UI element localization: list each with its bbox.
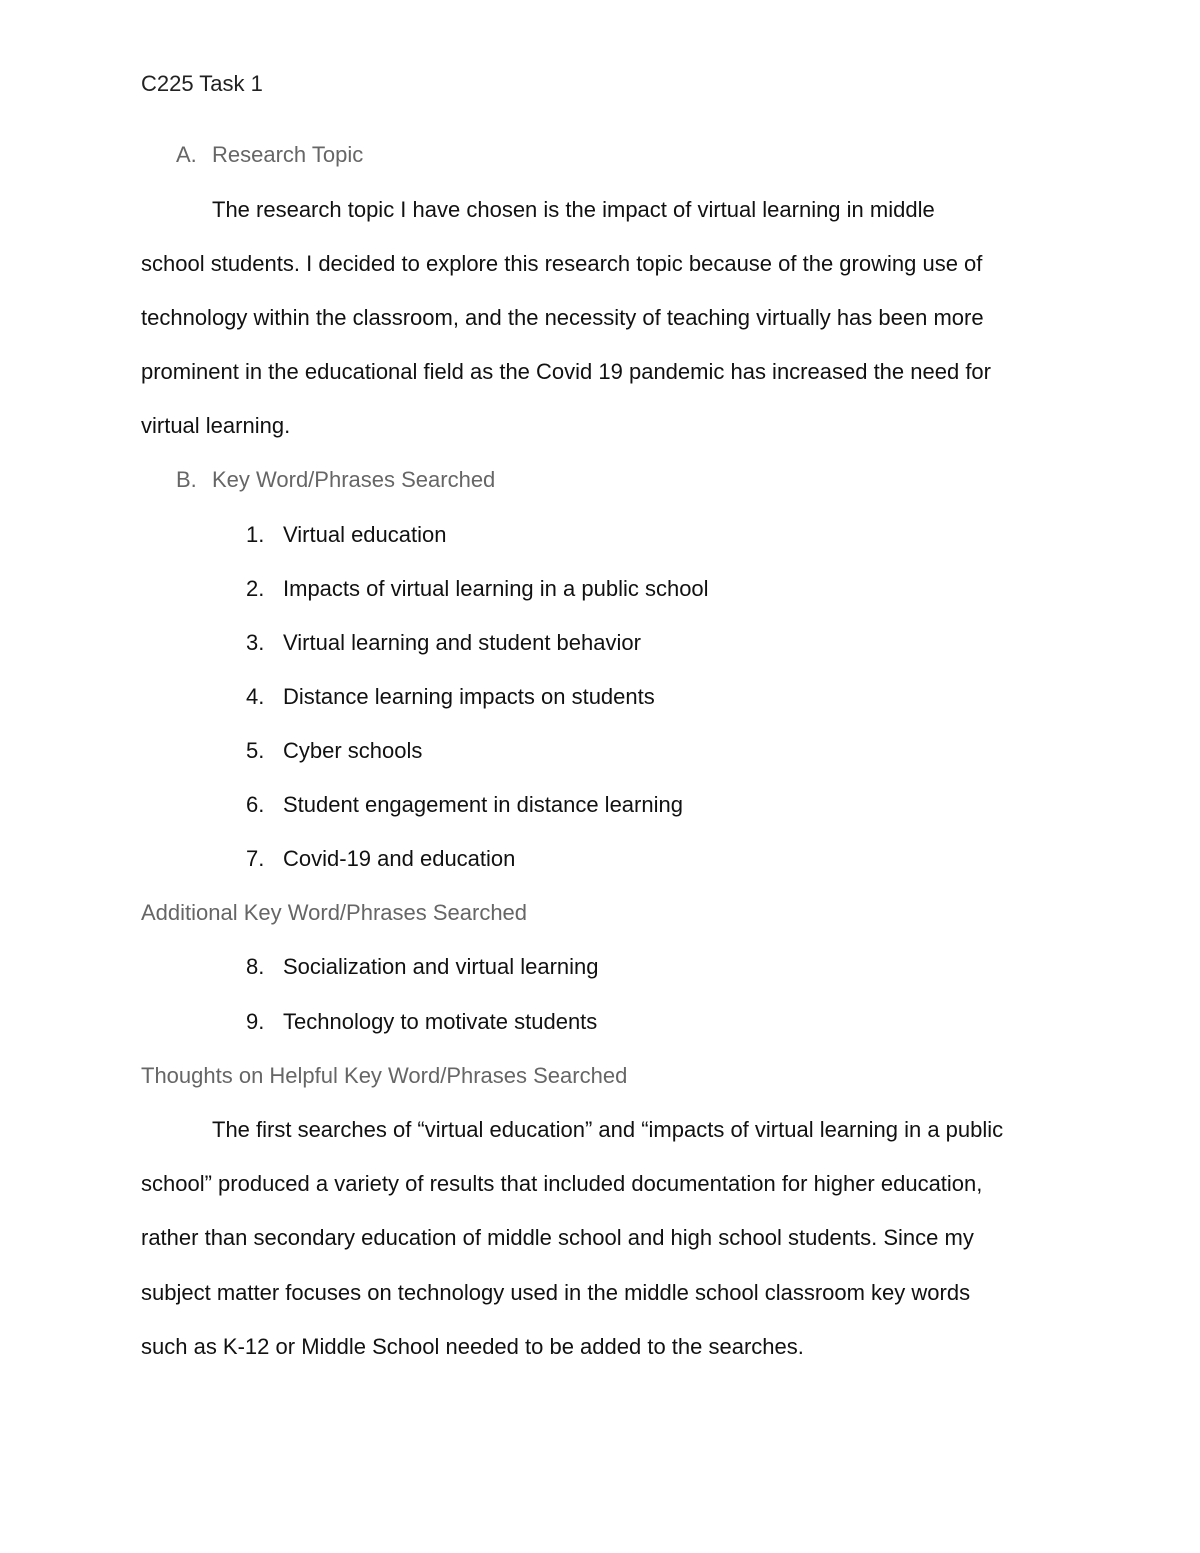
list-item-number: 2. [246,576,265,601]
list-item-number: 1. [246,522,265,547]
list-item-text: Impacts of virtual learning in a public school [283,576,709,601]
paragraph-line: such as K-12 or Middle School needed to be added to the searches. [141,1334,804,1359]
paragraph-line: school” produced a variety of results that included documentation for higher education, [141,1171,983,1196]
section-a-title: Research Topic [212,142,364,167]
list-item-text: Distance learning impacts on students [283,684,655,709]
list-item-number: 6. [246,792,265,817]
section-b-letter: B. [176,467,197,492]
section-b-title: Key Word/Phrases Searched [212,467,496,492]
paragraph-line: The research topic I have chosen is the impact of virtual learning in middle [212,197,935,222]
page-header: C225 Task 1 [141,71,263,96]
list-item-text: Student engagement in distance learning [283,792,683,817]
list-item-text: Technology to motivate students [283,1009,598,1034]
section-a-letter: A. [176,142,197,167]
list-item-number: 9. [246,1009,265,1034]
list-item-text: Covid-19 and education [283,846,516,871]
list-item-text: Cyber schools [283,738,423,763]
paragraph-line: technology within the classroom, and the necessity of teaching virtually has been more [141,305,984,330]
list-item-text: Virtual education [283,522,447,547]
paragraph-line: virtual learning. [141,413,291,438]
list-item-text: Virtual learning and student behavior [283,630,641,655]
list-item-number: 8. [246,954,265,979]
paragraph-line: school students. I decided to explore this research topic because of the growing use of [141,251,983,276]
list-item-number: 5. [246,738,265,763]
paragraph-line: prominent in the educational field as the Covid 19 pandemic has increased the need for [141,359,991,384]
paragraph-line: rather than secondary education of middle school and high school students. Since my [141,1225,974,1250]
list-item-text: Socialization and virtual learning [283,954,599,979]
list-item-number: 7. [246,846,265,871]
additional-heading: Additional Key Word/Phrases Searched [141,900,528,925]
list-item-number: 4. [246,684,265,709]
thoughts-heading: Thoughts on Helpful Key Word/Phrases Searched [141,1063,628,1088]
paragraph-line: subject matter focuses on technology used in the middle school classroom key words [141,1280,971,1305]
paragraph-line: The first searches of “virtual education” and “impacts of virtual learning in a public [212,1117,1004,1142]
list-item-number: 3. [246,630,265,655]
